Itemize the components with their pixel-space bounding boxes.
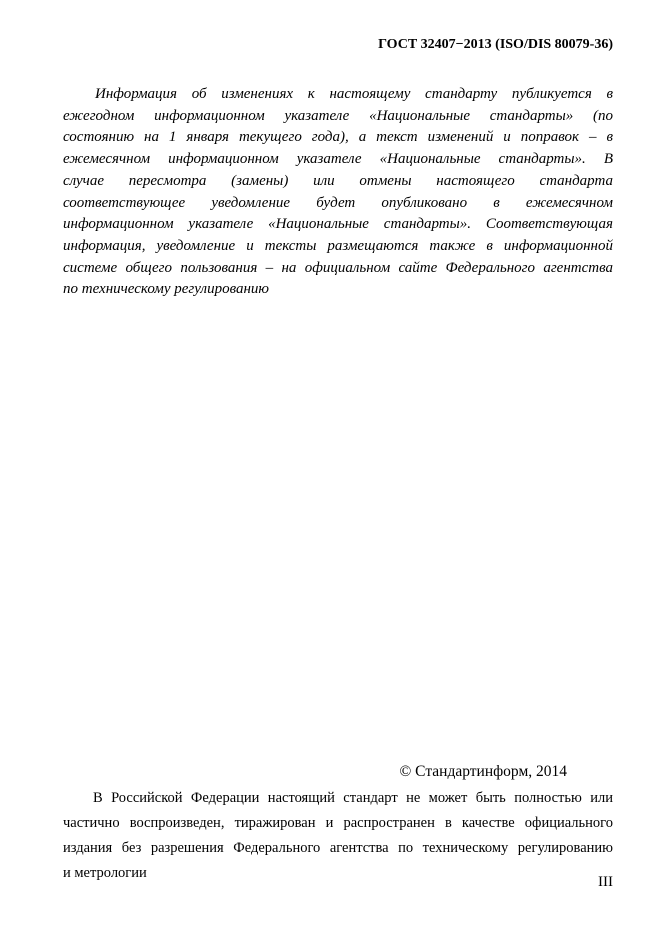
copyright-text: © Стандартинформ, 2014 bbox=[399, 763, 567, 780]
page-number: III bbox=[598, 874, 613, 890]
notice-line: Информация об изменениях к настоящему стандарту публикуется в bbox=[95, 86, 613, 102]
reproduction-line: и метрологии bbox=[63, 865, 147, 881]
page-header bbox=[63, 36, 613, 53]
notice-line: соответствующее уведомление будет опубликовано в ежемесячном bbox=[63, 194, 613, 211]
reproduction-rights-notice bbox=[63, 786, 613, 886]
notice-line: случае пересмотра (замены) или отмены настоящего стандарта bbox=[63, 172, 613, 189]
notice-line: ежемесячном информационном указателе «Национальные стандарты». В bbox=[63, 151, 613, 168]
standard-code: ГОСТ 32407−2013 (ISO/DIS 80079-36) bbox=[378, 37, 613, 52]
notice-line: состоянию на 1 января текущего года), а текст изменений и поправок – в bbox=[63, 129, 613, 146]
reproduction-line: издания без разрешения Федерального агентства по техническому регулированию bbox=[63, 840, 613, 856]
notice-line: ежегодном информационном указателе «Национальные стандарты» (по bbox=[63, 107, 613, 124]
notice-line: системе общего пользования – на официальном сайте Федерального агентства bbox=[63, 259, 613, 276]
notice-line: информация, уведомление и тексты размещаются также в информационной bbox=[63, 237, 613, 254]
reproduction-line: частично воспроизведен, тиражирован и распространен в качестве официального bbox=[63, 815, 613, 831]
copyright-line bbox=[63, 761, 567, 783]
notice-line: по техническому регулированию bbox=[63, 281, 270, 298]
notice-line: информационном указателе «Национальные стандарты». Соответствующая bbox=[63, 216, 613, 233]
reproduction-line: В Российской Федерации настоящий стандарт не может быть полностью или bbox=[93, 790, 613, 806]
amendments-info-notice bbox=[63, 84, 613, 301]
